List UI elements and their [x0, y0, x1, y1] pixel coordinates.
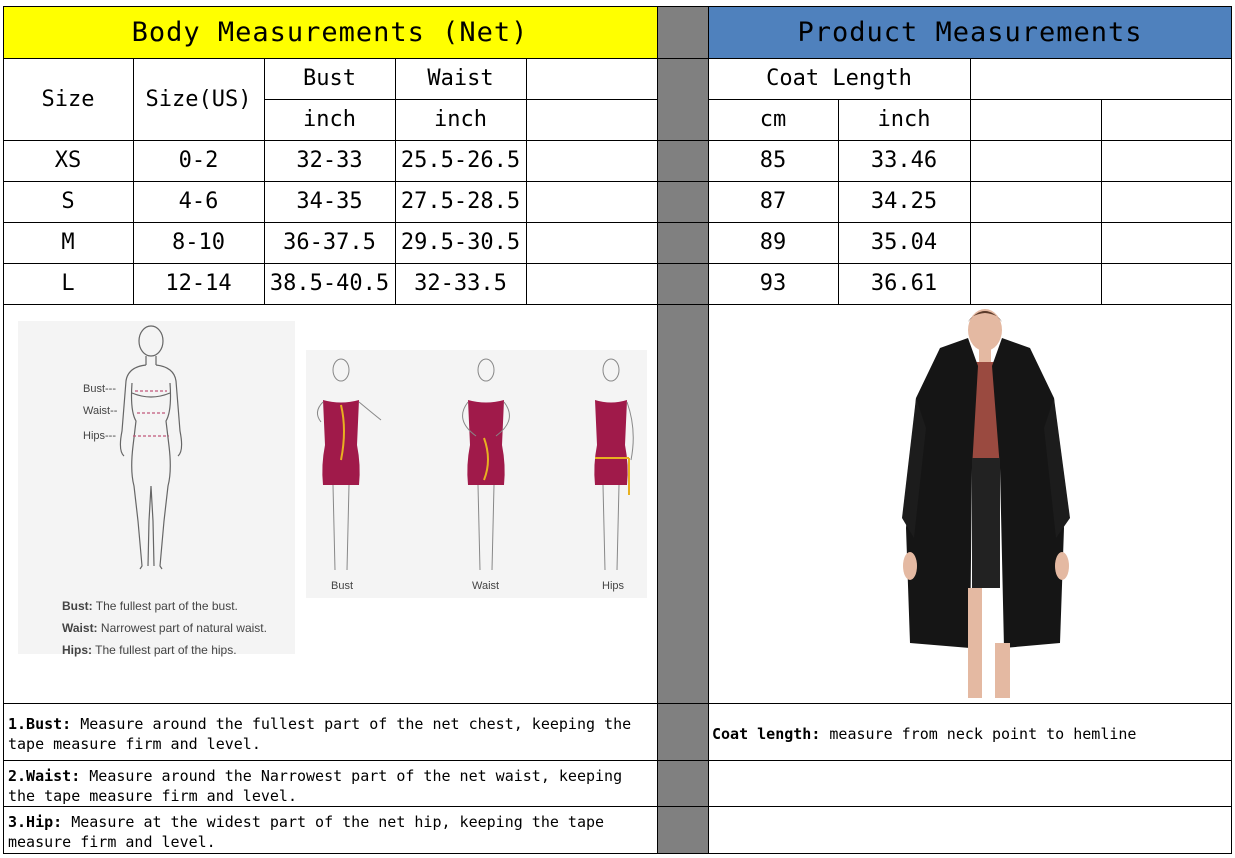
label-bust-line: Bust--- [83, 383, 116, 395]
note-bust: 1.Bust: Measure around the fullest part of the net chest, keeping the tape measure firm and level. [8, 715, 632, 753]
product-row-cm-cell: 87 [759, 189, 787, 214]
label-hips-line: Hips--- [83, 430, 116, 442]
dress-figures [306, 350, 647, 598]
body-row-bust-cell: 32-33 [296, 148, 363, 173]
col-size-us: Size(US) [145, 86, 252, 112]
body-row-us-cell: 8-10 [172, 230, 225, 255]
caption-hips: Hips [602, 580, 625, 592]
note-waist: 2.Waist: Measure around the Narrowest part of the net waist, keeping the tape measure firm and level. [8, 767, 623, 805]
col-size: Size [41, 86, 95, 112]
unit-inch: inch [877, 107, 931, 132]
body-row-size-cell: S [61, 189, 75, 214]
note-coat-length: Coat length: measure from neck point to hemline [712, 725, 1137, 743]
product-row-inch-cell: 35.04 [870, 230, 938, 255]
caption-bust: Bust [331, 580, 354, 592]
body-row-us-cell: 0-2 [178, 148, 219, 173]
figure-waist [463, 359, 510, 570]
figure-bust [317, 359, 381, 570]
product-row-inch-cell: 34.25 [870, 189, 938, 214]
product-row-cm-cell: 93 [759, 271, 787, 296]
body-diagram-panel [18, 321, 295, 657]
desc-hips: Hips: The fullest part of the hips. [62, 643, 237, 657]
body-row-waist-cell: 27.5-28.5 [400, 189, 521, 214]
body-measurements-header: Body Measurements (Net) [3, 7, 657, 58]
label-waist-line: Waist-- [83, 405, 118, 417]
product-row-inch-cell: 36.61 [870, 271, 938, 296]
body-row-size-cell: M [61, 230, 75, 255]
body-row-waist-cell: 25.5-26.5 [400, 148, 521, 173]
body-row-us-cell: 12-14 [165, 271, 232, 296]
body-row-bust-cell: 38.5-40.5 [269, 271, 390, 296]
body-row-waist-cell: 29.5-30.5 [400, 230, 521, 255]
body-row-bust-cell: 34-35 [296, 189, 363, 214]
unit-bust: inch [303, 107, 356, 132]
product-row-cm-cell: 89 [759, 230, 787, 255]
body-row-size-cell: L [61, 271, 75, 296]
dress-diagram-panel [306, 350, 647, 598]
product-measurements-header: Product Measurements [708, 7, 1232, 58]
body-row-bust-cell: 36-37.5 [283, 230, 376, 255]
unit-waist: inch [434, 107, 487, 132]
separator-column [657, 7, 708, 854]
col-bust: Bust [303, 66, 356, 91]
col-coat-length: Coat Length [766, 66, 912, 91]
product-photo [880, 308, 1090, 700]
body-row-waist-cell: 32-33.5 [414, 271, 507, 296]
figure-hips [594, 359, 633, 570]
product-row-cm-cell: 85 [759, 148, 787, 173]
note-hip: 3.Hip: Measure at the widest part of the net hip, keeping the tape measure firm and level. [8, 813, 605, 851]
desc-bust: Bust: The fullest part of the bust. [62, 599, 238, 613]
body-row-us-cell: 4-6 [178, 189, 219, 214]
col-waist: Waist [427, 66, 494, 91]
desc-waist: Waist: Narrowest part of natural waist. [62, 621, 267, 635]
unit-cm: cm [759, 107, 787, 132]
product-row-inch-cell: 33.46 [870, 148, 938, 173]
body-row-size-cell: XS [54, 148, 82, 173]
caption-waist: Waist [472, 580, 500, 592]
